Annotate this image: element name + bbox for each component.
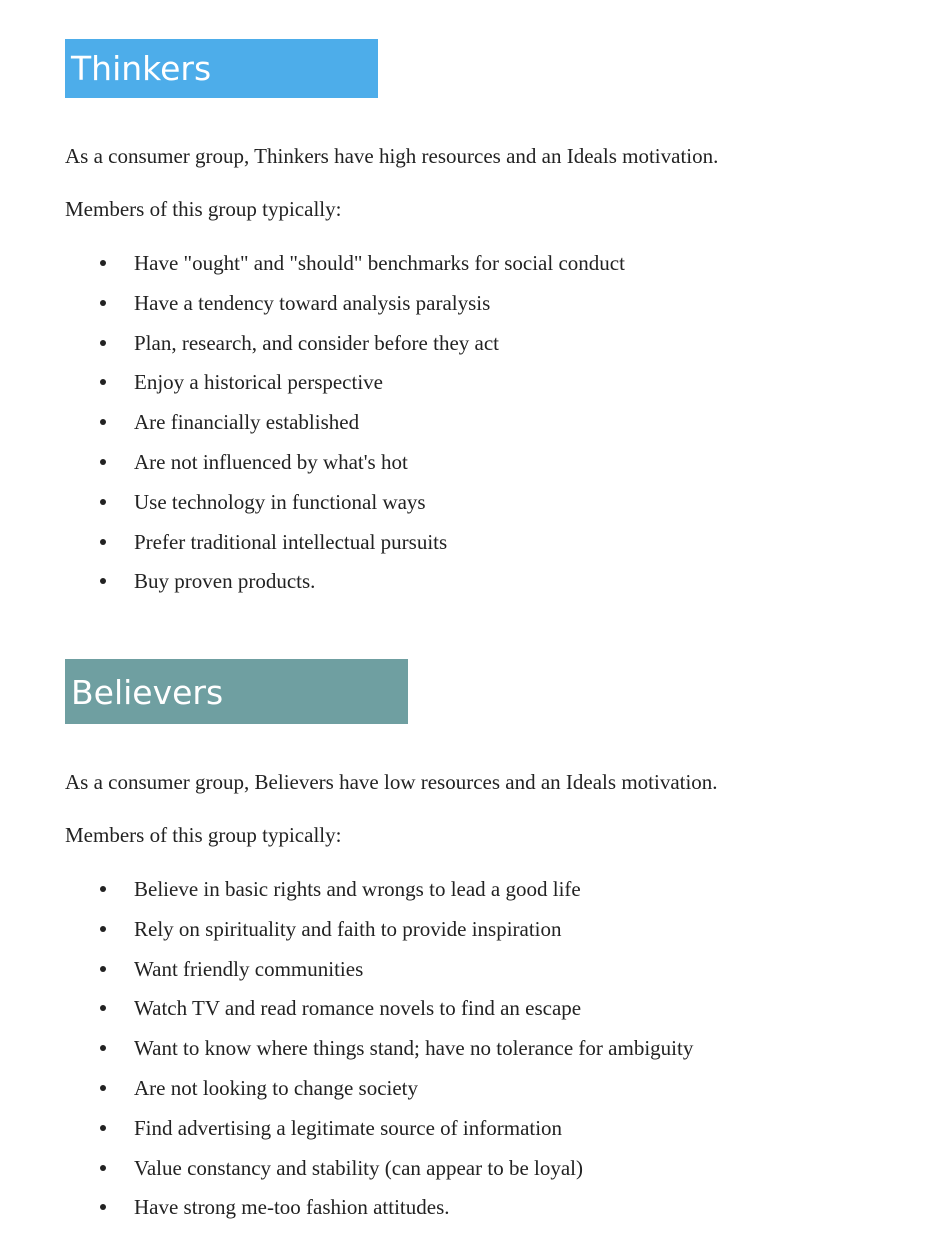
believers-trait-list [65, 877, 885, 1235]
bullet-icon [100, 379, 106, 385]
list-item: Value constancy and stability (can appear to be loyal) [65, 1156, 885, 1196]
thinkers-intro: As a consumer group, Thinkers have high resources and an Ideals motivation. [65, 144, 719, 168]
bullet-icon [100, 300, 106, 306]
list-item: Use technology in functional ways [65, 490, 885, 530]
list-item: Rely on spirituality and faith to provide inspiration [65, 917, 885, 957]
bullet-icon [100, 459, 106, 465]
bullet-icon [100, 1204, 106, 1210]
thinkers-title-banner: Thinkers [65, 39, 378, 98]
list-item: Have "ought" and "should" benchmarks for social conduct [65, 251, 885, 291]
list-item: Are financially established [65, 410, 885, 450]
bullet-icon [100, 499, 106, 505]
bullet-icon [100, 1085, 106, 1091]
bullet-icon [100, 1045, 106, 1051]
bullet-icon [100, 340, 106, 346]
thinkers-trait-list [65, 251, 885, 609]
list-item: Find advertising a legitimate source of information [65, 1116, 885, 1156]
believers-intro: As a consumer group, Believers have low resources and an Ideals motivation. [65, 770, 718, 794]
bullet-icon [100, 419, 106, 425]
list-item: Have strong me-too fashion attitudes. [65, 1195, 885, 1235]
list-item: Plan, research, and consider before they act [65, 331, 885, 371]
believers-section [65, 659, 885, 1220]
list-item: Want friendly communities [65, 957, 885, 997]
bullet-icon [100, 1165, 106, 1171]
list-item: Want to know where things stand; have no tolerance for ambiguity [65, 1036, 885, 1076]
believers-title-banner: Believers [65, 659, 408, 724]
list-item: Buy proven products. [65, 569, 885, 609]
list-item: Believe in basic rights and wrongs to lead a good life [65, 877, 885, 917]
list-item: Enjoy a historical perspective [65, 370, 885, 410]
bullet-icon [100, 966, 106, 972]
bullet-icon [100, 1005, 106, 1011]
list-item: Watch TV and read romance novels to find an escape [65, 996, 885, 1036]
bullet-icon [100, 539, 106, 545]
list-item: Prefer traditional intellectual pursuits [65, 530, 885, 570]
bullet-icon [100, 578, 106, 584]
list-item: Are not influenced by what's hot [65, 450, 885, 490]
thinkers-section [65, 39, 885, 594]
thinkers-members-label: Members of this group typically: [65, 197, 342, 221]
bullet-icon [100, 926, 106, 932]
bullet-icon [100, 260, 106, 266]
bullet-icon [100, 1125, 106, 1131]
believers-members-label: Members of this group typically: [65, 823, 342, 847]
list-item: Have a tendency toward analysis paralysis [65, 291, 885, 331]
list-item: Are not looking to change society [65, 1076, 885, 1116]
bullet-icon [100, 886, 106, 892]
